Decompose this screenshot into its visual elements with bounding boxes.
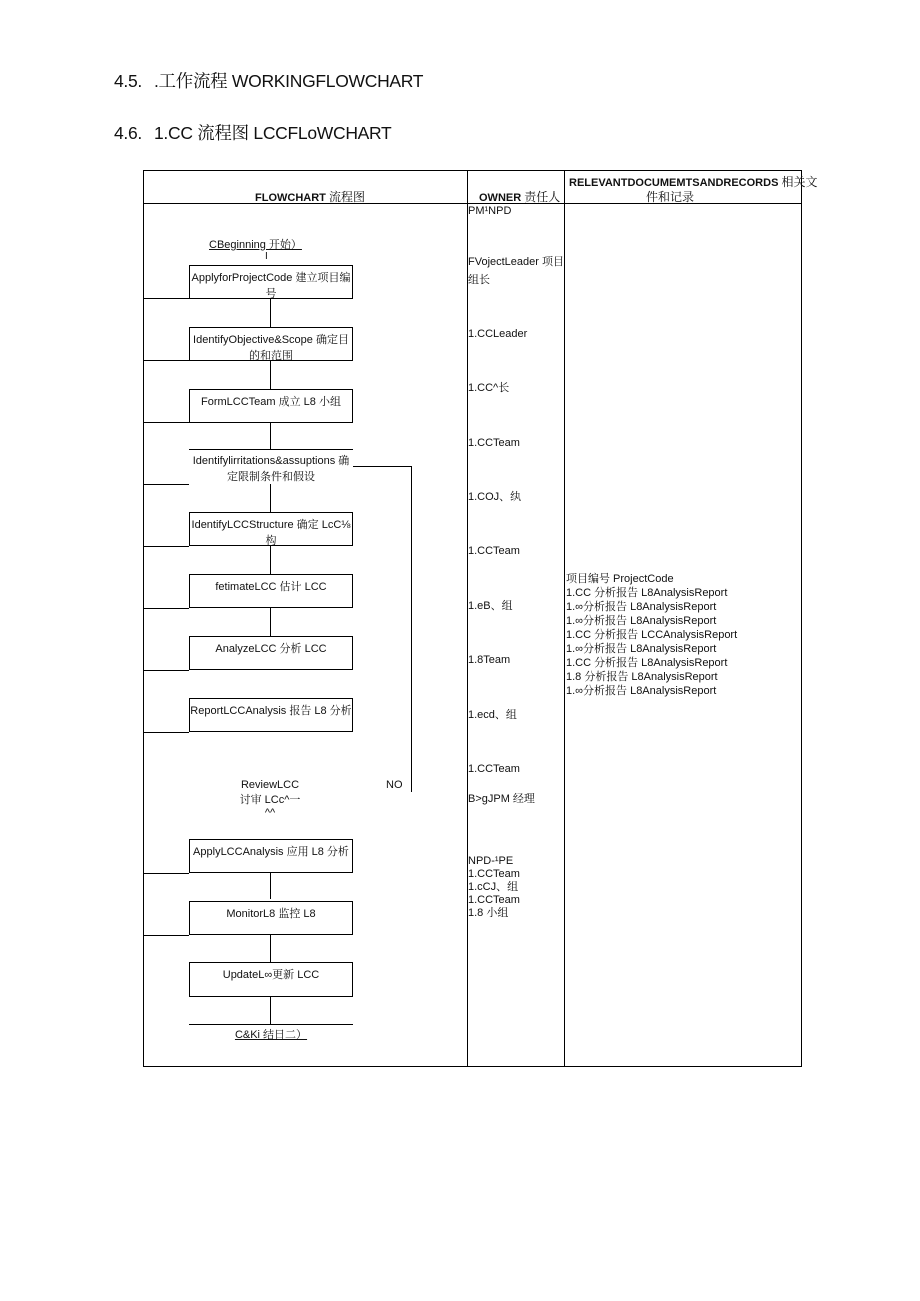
flow-step-identify-structure: IdentifyLCCStructure 确定 LcC⅛ 构 [189, 512, 353, 546]
owner-entry: 1.CCTeam [468, 437, 520, 449]
heading-text: .工作流程 WORKINGFLOWCHART [154, 71, 424, 91]
owner-entry: 1.CCLeader [468, 328, 528, 340]
document-entry: 项目编号 ProjectCode [566, 573, 674, 585]
table-border-right [801, 170, 802, 1067]
flow-step-estimate-lcc: fetimateLCC 估计 LCC [189, 574, 353, 608]
flow-no-label: NO [386, 779, 403, 791]
owner-entry: 1.COJ、纨 [468, 491, 522, 503]
owner-entry: FVojectLeader 项目 [468, 256, 564, 268]
flow-step-monitor: MonitorL8 监控 L8 [189, 901, 353, 935]
flow-loop-line-top [353, 466, 412, 467]
document-entry: 1.∞分析报告 L8AnalysisReport [566, 615, 717, 627]
flow-start-terminal: CBeginning 开始） [209, 239, 302, 251]
row-separator [143, 422, 189, 423]
header-documents-line2: 件和记录 [646, 190, 695, 204]
heading-number: 4.6. [114, 123, 142, 143]
section-heading-4-6 [114, 120, 391, 145]
document-entry: 1.∞分析报告 L8AnalysisReport [566, 685, 717, 697]
owner-entry: 1.8 小组 [468, 907, 509, 919]
owner-entry: 1.CCTeam [468, 763, 520, 775]
row-separator [143, 546, 189, 547]
document-entry: 1.CC 分析报告 L8AnalysisReport [566, 587, 728, 599]
flow-step-apply-analysis: ApplyLCCAnalysis 应用 L8 分析 [189, 839, 353, 873]
column-divider-documents [564, 170, 565, 1067]
row-separator [143, 298, 189, 299]
document-entry: 1.8 分析报告 L8AnalysisReport [566, 671, 718, 683]
row-separator [143, 935, 189, 936]
flow-step-identify-objective: IdentifyObjective&Scope 确定目 的和范围 [189, 327, 353, 361]
row-separator [143, 732, 189, 733]
header-flowchart: FLOWCHART 流程图 [255, 190, 365, 204]
flow-connector [270, 873, 271, 899]
owner-entry: 1.CC^长 [468, 382, 510, 394]
flow-connector [270, 997, 271, 1024]
flow-connector [270, 422, 271, 449]
owner-entry: B>gJPM 经理 [468, 793, 535, 805]
header-documents: RELEVANTDOCUMEMTSANDRECORDS 相关文 [569, 175, 818, 189]
row-separator [143, 608, 189, 609]
table-border-left [143, 170, 144, 1067]
flow-decision-review: ReviewLCC 讨审 LCc^一^^ [239, 779, 301, 819]
heading-text: 1.CC 流程图 LCCFLoWCHART [154, 123, 392, 143]
document-entry: 1.∞分析报告 L8AnalysisReport [566, 643, 717, 655]
row-separator [143, 873, 189, 874]
flow-connector [270, 360, 271, 389]
header-owner: OWNER 责任人 [479, 190, 561, 204]
flow-connector [270, 608, 271, 636]
row-separator [143, 670, 189, 671]
owner-entry: 1.CCTeam [468, 868, 520, 880]
owner-entry: 1.ecd、组 [468, 709, 517, 721]
document-entry: 1.CC 分析报告 L8AnalysisReport [566, 657, 728, 669]
flow-end-terminal: C&Ki 结日二） [234, 1029, 308, 1041]
owner-entry: 1.8Team [468, 654, 511, 666]
owner-entry: 1.CCTeam [468, 894, 520, 906]
heading-number: 4.5. [114, 71, 142, 91]
row-separator [143, 484, 189, 485]
flow-step-apply-project-code: ApplyforProjectCode 建立项目编 号 [189, 265, 353, 299]
flow-arrow-mark: I [265, 251, 268, 262]
document-entry: 1.∞分析报告 L8AnalysisReport [566, 601, 717, 613]
flow-connector [270, 484, 271, 512]
table-border-bottom [143, 1066, 802, 1067]
flow-step-analyze-lcc: AnalyzeLCC 分析 LCC [189, 636, 353, 670]
flow-loop-line-vertical [411, 466, 412, 792]
flowchart-table [143, 170, 818, 1067]
section-heading-4-5 [114, 68, 423, 93]
flow-connector [270, 298, 271, 327]
document-entry: 1.CC 分析报告 LCCAnalysisReport [566, 629, 738, 641]
owner-entry: NPD-¹PE [468, 855, 514, 867]
row-separator [143, 360, 189, 361]
flow-end-line [189, 1024, 353, 1025]
table-border-top [143, 170, 802, 171]
flow-step-form-team: FormLCCTeam 成立 L8 小组 [189, 389, 353, 423]
owner-entry: 组长 [468, 274, 490, 286]
column-divider-owner [467, 170, 468, 1067]
flow-step-identify-limitations: Identifylirritations&assuptions 确 定限制条件和假设 [192, 455, 350, 483]
owner-entry: 1.CCTeam [468, 545, 520, 557]
flow-step-report-analysis: ReportLCCAnalysis 报告 L8 分析 [189, 698, 353, 732]
owner-entry: PM¹NPD [468, 205, 512, 217]
owner-entry: 1.eB、组 [468, 600, 513, 612]
flow-connector [270, 546, 271, 574]
flow-connector [270, 935, 271, 962]
flow-step-update: UpdateL∞更新 LCC [189, 962, 353, 997]
owner-entry: 1.cCJ、组 [468, 881, 519, 893]
